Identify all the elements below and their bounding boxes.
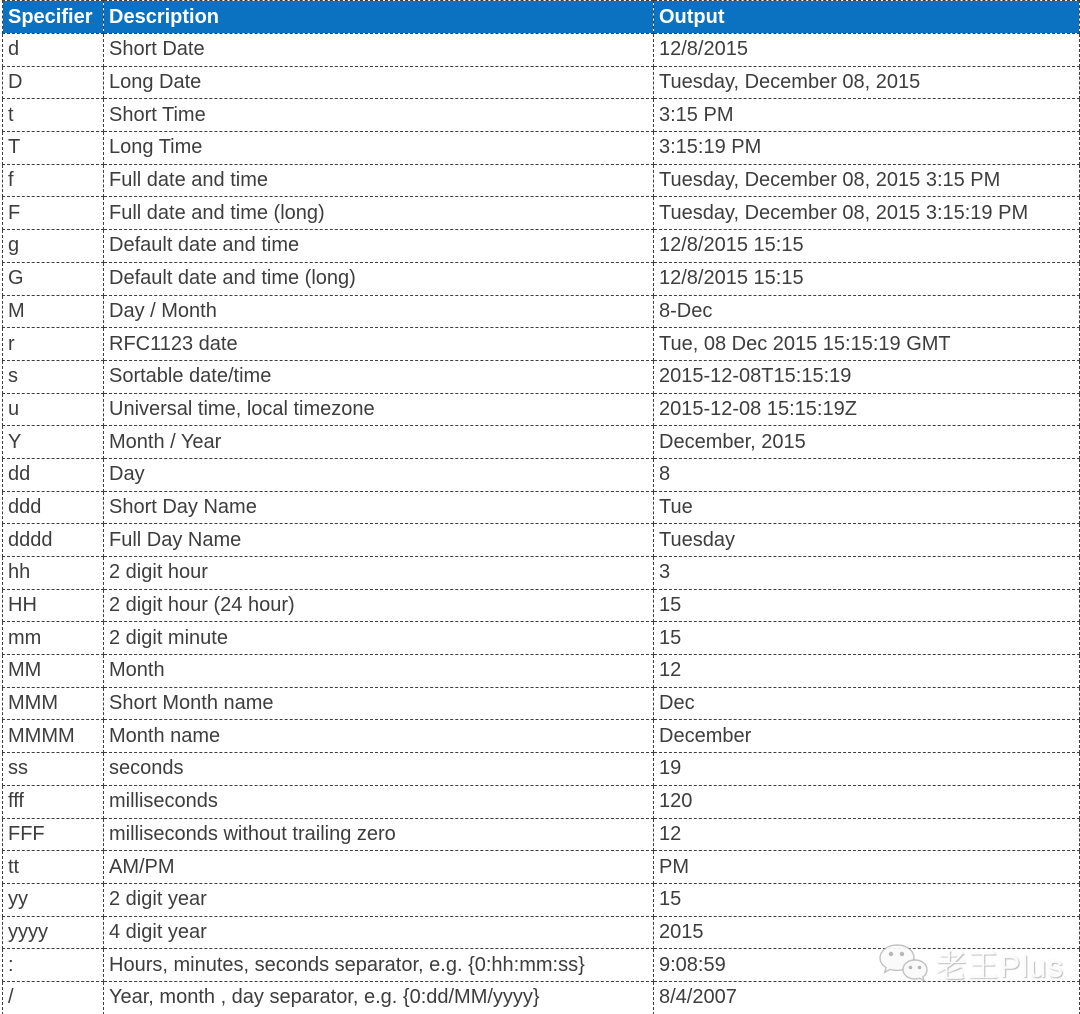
cell-description: 4 digit year [104, 916, 654, 949]
cell-output: Tue, 08 Dec 2015 15:15:19 GMT [654, 328, 1080, 361]
cell-output: 3 [654, 557, 1080, 590]
cell-output: 2015-12-08T15:15:19 [654, 360, 1080, 393]
column-header-description: Description [104, 1, 654, 34]
cell-specifier: tt [3, 851, 104, 884]
table-row [3, 458, 1080, 491]
table-row [3, 524, 1080, 557]
cell-output: 8/4/2007 [654, 981, 1080, 1014]
table-row [3, 949, 1080, 982]
cell-description: Month name [104, 720, 654, 753]
cell-output: 120 [654, 785, 1080, 818]
cell-output: December, 2015 [654, 426, 1080, 459]
cell-specifier: G [3, 262, 104, 295]
column-header-specifier: Specifier [3, 1, 104, 34]
table-row [3, 230, 1080, 263]
table-row [3, 66, 1080, 99]
cell-description: Full date and time (long) [104, 197, 654, 230]
cell-specifier: f [3, 164, 104, 197]
cell-specifier: M [3, 295, 104, 328]
cell-output: 8-Dec [654, 295, 1080, 328]
table-row [3, 851, 1080, 884]
cell-output: 15 [654, 622, 1080, 655]
cell-specifier: dddd [3, 524, 104, 557]
cell-output: 2015-12-08 15:15:19Z [654, 393, 1080, 426]
cell-specifier: MMM [3, 687, 104, 720]
cell-output: Tue [654, 491, 1080, 524]
table-row [3, 328, 1080, 361]
cell-specifier: hh [3, 557, 104, 590]
cell-output: 15 [654, 883, 1080, 916]
cell-specifier: d [3, 34, 104, 67]
cell-description: Default date and time (long) [104, 262, 654, 295]
format-specifier-table [2, 0, 1080, 1014]
cell-description: Full date and time [104, 164, 654, 197]
cell-description: AM/PM [104, 851, 654, 884]
cell-output: 8 [654, 458, 1080, 491]
cell-output: 2015 [654, 916, 1080, 949]
table-row [3, 34, 1080, 67]
table-body [3, 34, 1080, 1014]
table-row [3, 589, 1080, 622]
cell-description: Short Time [104, 99, 654, 132]
cell-description: Day [104, 458, 654, 491]
table-row [3, 655, 1080, 688]
table-row [3, 262, 1080, 295]
cell-specifier: s [3, 360, 104, 393]
cell-description: 2 digit year [104, 883, 654, 916]
cell-specifier: D [3, 66, 104, 99]
cell-specifier: HH [3, 589, 104, 622]
cell-description: Universal time, local timezone [104, 393, 654, 426]
cell-specifier: : [3, 949, 104, 982]
cell-specifier: r [3, 328, 104, 361]
cell-output: 19 [654, 753, 1080, 786]
cell-output: Tuesday, December 08, 2015 3:15 PM [654, 164, 1080, 197]
table-row [3, 720, 1080, 753]
cell-output: 3:15:19 PM [654, 132, 1080, 165]
table-row [3, 426, 1080, 459]
table-row [3, 687, 1080, 720]
cell-output: 9:08:59 [654, 949, 1080, 982]
cell-specifier: MM [3, 655, 104, 688]
table-row [3, 883, 1080, 916]
cell-output: Dec [654, 687, 1080, 720]
cell-specifier: mm [3, 622, 104, 655]
cell-output: Tuesday [654, 524, 1080, 557]
cell-output: 12 [654, 818, 1080, 851]
table-row [3, 197, 1080, 230]
cell-description: RFC1123 date [104, 328, 654, 361]
cell-specifier: Y [3, 426, 104, 459]
cell-description: milliseconds without trailing zero [104, 818, 654, 851]
cell-specifier: ss [3, 753, 104, 786]
cell-output: Tuesday, December 08, 2015 3:15:19 PM [654, 197, 1080, 230]
cell-specifier: t [3, 99, 104, 132]
table-row [3, 818, 1080, 851]
table-row [3, 981, 1080, 1014]
table-row [3, 753, 1080, 786]
table-row [3, 491, 1080, 524]
cell-description: Default date and time [104, 230, 654, 263]
cell-description: seconds [104, 753, 654, 786]
cell-specifier: dd [3, 458, 104, 491]
cell-output: December [654, 720, 1080, 753]
cell-output: 12 [654, 655, 1080, 688]
cell-description: milliseconds [104, 785, 654, 818]
table-row [3, 785, 1080, 818]
cell-description: Short Day Name [104, 491, 654, 524]
cell-description: Long Time [104, 132, 654, 165]
cell-description: Year, month , day separator, e.g. {0:dd/MM/yyyy} [104, 981, 654, 1014]
cell-description: Sortable date/time [104, 360, 654, 393]
cell-specifier: yy [3, 883, 104, 916]
cell-specifier: FFF [3, 818, 104, 851]
cell-specifier: / [3, 981, 104, 1014]
cell-specifier: F [3, 197, 104, 230]
watermark-text: 老王Plus [935, 949, 1064, 984]
cell-description: 2 digit hour (24 hour) [104, 589, 654, 622]
cell-output: 15 [654, 589, 1080, 622]
table-row [3, 164, 1080, 197]
cell-specifier: u [3, 393, 104, 426]
cell-output: 12/8/2015 [654, 34, 1080, 67]
cell-description: Day / Month [104, 295, 654, 328]
cell-description: 2 digit minute [104, 622, 654, 655]
table-row [3, 360, 1080, 393]
cell-description: Month [104, 655, 654, 688]
table-row [3, 393, 1080, 426]
cell-description: Month / Year [104, 426, 654, 459]
cell-output: 12/8/2015 15:15 [654, 230, 1080, 263]
cell-output: 3:15 PM [654, 99, 1080, 132]
cell-description: Hours, minutes, seconds separator, e.g. {0:hh:mm:ss} [104, 949, 654, 982]
table-row [3, 557, 1080, 590]
cell-specifier: fff [3, 785, 104, 818]
cell-description: Short Date [104, 34, 654, 67]
table-row [3, 916, 1080, 949]
cell-specifier: g [3, 230, 104, 263]
cell-description: Short Month name [104, 687, 654, 720]
cell-specifier: T [3, 132, 104, 165]
cell-output: 12/8/2015 15:15 [654, 262, 1080, 295]
table-row [3, 622, 1080, 655]
cell-output: Tuesday, December 08, 2015 [654, 66, 1080, 99]
table-row [3, 99, 1080, 132]
cell-specifier: MMMM [3, 720, 104, 753]
cell-output: PM [654, 851, 1080, 884]
cell-specifier: ddd [3, 491, 104, 524]
cell-description: 2 digit hour [104, 557, 654, 590]
cell-specifier: yyyy [3, 916, 104, 949]
column-header-output: Output [654, 1, 1080, 34]
cell-description: Long Date [104, 66, 654, 99]
header-row [3, 1, 1080, 34]
table-row [3, 295, 1080, 328]
cell-description: Full Day Name [104, 524, 654, 557]
table-row [3, 132, 1080, 165]
